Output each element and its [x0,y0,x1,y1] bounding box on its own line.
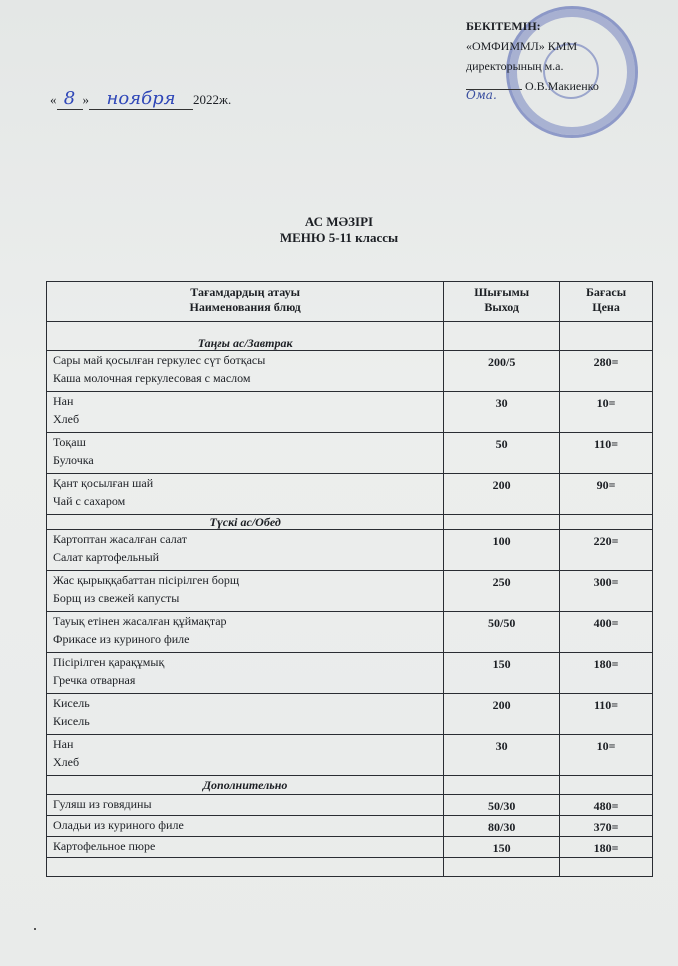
table-header [47,282,653,322]
dish-price: 90= [560,474,653,515]
dish-kz: Пісірілген қарақұмық [53,655,165,669]
table-row [47,653,653,694]
date-year: 2022ж. [193,92,232,107]
dish-output: 150 [444,653,560,694]
date-day: 8 [63,88,76,109]
title-kz: АС МӘЗІРІ [304,214,374,229]
dish-ru: Гречка отварная [53,673,136,687]
table-row-empty [47,858,653,877]
dish-name: Картофельное пюре [47,837,444,858]
dish-ru: Салат картофельный [53,550,160,564]
approval-org: «ОМФИММЛ» КММ [466,39,578,53]
dish-price: 480= [560,795,653,816]
table-row [47,351,653,392]
dish-output: 80/30 [444,816,560,837]
table-row [47,571,653,612]
header-output: Шығымы Выход [444,282,560,322]
section-title: Түскі ас/Обед [47,515,444,530]
section-title: Таңғы ас/Завтрак [47,322,444,351]
dish-name: Гуляш из говядины [47,795,444,816]
table-row [47,694,653,735]
dish-ru: Хлеб [53,755,80,769]
dish-output: 250 [444,571,560,612]
signature-line [466,88,522,102]
dish-price: 180= [560,837,653,858]
dish-output: 100 [444,530,560,571]
dish-kz: Картоптан жасалған салат [53,532,187,546]
dish-price: 220= [560,530,653,571]
date-quote-close: » [82,92,89,107]
dish-kz: Нан [53,394,74,408]
table-row [47,433,653,474]
dish-kz: Нан [53,737,74,751]
dish-output: 150 [444,837,560,858]
table-row [47,837,653,858]
dish-price: 180= [560,653,653,694]
date-quote-open: « [50,92,57,107]
date-month: ноября [106,88,176,109]
dish-ru: Каша молочная геркулесовая с маслом [53,371,251,385]
dish-price: 280= [560,351,653,392]
dish-output: 50/30 [444,795,560,816]
approval-signature-row [466,76,599,102]
approval-name: О.В.Макиенко [525,79,599,93]
section-breakfast [47,322,653,351]
table-row [47,612,653,653]
dish-output: 50/50 [444,612,560,653]
dish-output: 30 [444,392,560,433]
dish-ru: Фрикасе из куриного филе [53,632,190,646]
dish-output: 30 [444,735,560,776]
dish-price: 110= [560,433,653,474]
dish-ru: Чай с сахаром [53,494,126,508]
approval-title: БЕКІТЕМІН: [466,19,541,33]
dish-ru: Кисель [53,714,90,728]
header-name: Тағамдардың атауы Наименования блюд [47,282,444,322]
dish-price: 300= [560,571,653,612]
dish-output: 200 [444,474,560,515]
approval-position: директорының м.а. [466,59,564,73]
dish-price: 370= [560,816,653,837]
table-row [47,530,653,571]
table-row [47,735,653,776]
dish-output: 200 [444,694,560,735]
dish-kz: Тоқаш [53,435,86,449]
dish-price: 10= [560,735,653,776]
menu-table [46,281,653,877]
page-speck [34,928,36,930]
dish-kz: Қант қосылған шай [53,476,154,490]
approval-block [466,16,599,102]
dish-output: 200/5 [444,351,560,392]
section-extra [47,776,653,795]
dish-ru: Булочка [53,453,94,467]
document-date [50,88,231,110]
table-row [47,795,653,816]
title-ru: МЕНЮ 5-11 классы [279,230,399,245]
table-row [47,474,653,515]
table-row [47,392,653,433]
section-lunch [47,515,653,530]
table-row [47,816,653,837]
dish-kz: Тауық етінен жасалған құймақтар [53,614,227,628]
signature: Ома. [466,88,497,102]
header-price: Бағасы Цена [560,282,653,322]
section-title: Дополнительно [47,776,444,795]
menu-titles [0,214,678,246]
dish-price: 400= [560,612,653,653]
dish-price: 10= [560,392,653,433]
dish-kz: Жас қырыққабаттан пісірілген борщ [53,573,240,587]
dish-ru: Борщ из свежей капусты [53,591,180,605]
dish-output: 50 [444,433,560,474]
dish-kz: Кисель [53,696,90,710]
dish-kz: Сары май қосылған геркулес сүт ботқасы [53,353,266,367]
dish-name: Оладьи из куриного филе [47,816,444,837]
dish-price: 110= [560,694,653,735]
dish-ru: Хлеб [53,412,80,426]
